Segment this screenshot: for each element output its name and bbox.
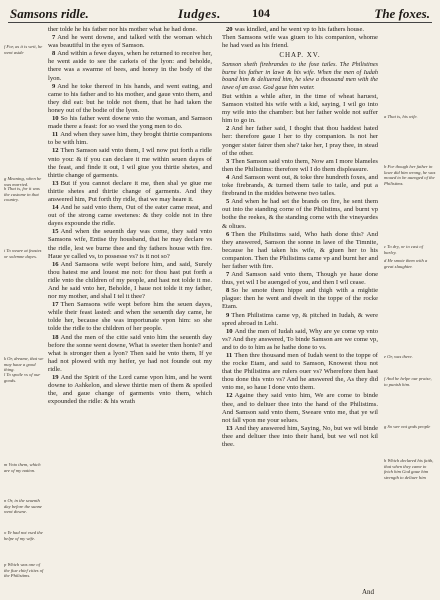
verse [222,174,378,198]
verse-number: 7 [52,34,56,42]
verse [222,198,378,230]
verse-text: Then Philistims came vp, & pitched in Iudah, & were spred abroad in Lehi. [222,311,378,327]
verse [222,231,378,271]
verse-number: 14 [52,204,59,212]
verse-text: But within a while after, in the time of wheat haruest, Samson visited his wife with a kid, saying, I wil go into my wife into the chamber: but her father wolde not suffer him to go in. [222,93,378,125]
verse-number: 12 [52,147,59,155]
verse-number: 8 [226,287,230,295]
verse-number: 10 [52,115,59,123]
verse-text: And Samson said vnto them, Though ye haue done thus, yet wil I be auenged of you, and then I wil cease. [222,271,378,287]
verse-number: 13 [226,424,233,432]
verse-text: And Samsons wife wept before him, and said, Surely thou hatest me and louest me not: for thou hast put forth a ridle vnto the children of my people, and hast not tolde it me. And he said vnto her, Beholde, I haue not tolde it my father, nor my mother, and shal I tel it thee? [48,260,212,301]
verse-number: 13 [52,179,59,187]
verse-text: Againe they said vnto him, We are come to binde thee, and to deliuer thee into the hand of the Philistims. And Samson said vnto them, Sweare vnto me, that ye wil not fall vpon me your selues. [222,392,378,424]
verse [222,287,378,311]
verse [48,180,212,204]
margin-note: m Vnto them, which are of my nation. [4,462,41,473]
header-right-title: The foxes. [374,6,430,21]
verse-number: 15 [52,228,59,236]
header-rule [8,22,432,23]
margin-note: h That is, for it was the custome in that country. [4,186,40,203]
verse-number: 2 [226,125,230,133]
margin-note: g Meaning, when he was married. [4,176,42,187]
verse-text: Then Samsons wife was giuen to his companion, whome he had vsed as his friend. [222,34,378,50]
verse-number: 6 [226,230,230,238]
verse-text: And her father said, I thoght that thou haddest hated her: therefore gaue I her to thy companion. Is not her yonger sister fairer then she? take her, I pray thee, in stead of the other. [222,125,378,157]
verse [222,425,378,449]
margin-note: b For though her father in lawe did him wrong, he was moued to be auenged of the Philistims. [384,164,436,186]
verse-text: And the men of Iudah said, Why are ye come vp vnto vs? And they answered, To binde Samson are we come vp, and to do to him as he hathe done to vs. [222,327,378,351]
verse-text: Then Samsons wife wept before him the seuen dayes, while their feast lasted: and when the seuenth day came, he tolde her, because she was importunate vpon him: so she tolde the ridle to the children of her people. [48,301,212,333]
verse-number: 11 [226,352,233,359]
verse-number: 8 [52,50,56,58]
verse [48,228,212,260]
verse [48,334,212,374]
chapter-argument: Samson sheth firebrandes to the foxe tailes. The Philistines burne his father in lawe & his wife. When the men of Iudah bound him & deliuered him, he slew a thousand men with the iawe of an asse. God gaue him water. [222,61,378,91]
verse [48,34,212,50]
verse-text: But if you cannot declare it me, then shal ye giue me thirtie shetes and thirtie change of garments. And they answered him, Put forth thy ridle, that we may heare it. [48,179,212,203]
margin-note: g So wer not gods people [384,424,431,429]
verse-text: Then Samson said vnto them, I wil now put forth a ridle vnto you: & if you can declare it me within seuen dayes of the feast, and finde it out, I wil giue you thirtie shetes, and thirtie change of garments. [48,147,212,179]
verse [222,352,378,392]
verse-number: 9 [226,311,230,319]
verse-text: was kindled, and he went vp to his fathers house. [234,26,365,33]
verse-text: And within a fewe dayes, when he returned to receive her, he went aside to see the carkeis of the lyon: and beholde, there was a swarme of bees, and honey in the body of the lyon. [48,50,212,82]
verse-text: And he toke thereof in his hands, and went eating, and came to his father and to his mother, and gaue vnto them, and they did eat: but he tolde not them, that he had taken the honey out of the bodie of the lyon. [48,82,212,114]
verse [222,93,378,125]
margin-note: p Which was one of the fiue chief cities of the Philistims. [4,562,44,579]
verse-text: Then Samson said vnto them, Now am I more blameles then the Philistims: therefore wil I do them displeasure. [222,157,378,173]
verse [222,312,378,328]
margin-note: l To spoile vs of our goods. [4,372,41,383]
margin-note: n Or, in the seuenth day before the sunne went downe. [4,498,42,515]
margin-note: k Or, dreame, that we may haue a good thing. [4,356,44,373]
verse-number: 3 [226,157,230,165]
verse-number: 4 [226,173,230,181]
verse [222,392,378,424]
right-margin-notes [384,26,436,594]
running-header [8,4,432,22]
left-text-column [48,26,212,594]
chapter-heading: CHAP. XV. [279,51,321,60]
margin-note: f For, as it is writ, he went aside [4,44,43,55]
verse-number: 18 [52,333,59,341]
verse-text: And when he had set the brands on fire, he sent them out into the standing corne of the Philistims, and burnt vp bothe the reekes, & the standing corne with the vineyardes & oliues. [222,198,378,230]
catchword: And [361,588,374,596]
verse-text: And they answered him, Saying, No, but we wil binde thee and deliuer thee into their hand, but we wil not kil thee. [222,424,378,449]
verse [222,328,378,352]
margin-note: o Ye had not vsed the helpe of my wife. [4,530,43,541]
verse-text: So his father went downe vnto the woman, and Samson made there a feast: for so vsed the yong men to do. [48,115,212,131]
verse-number: 10 [226,327,233,335]
verse-text: And he went downe, and talked with the woman which was beautiful in the eyes of Samson. [48,34,212,50]
verse [222,34,378,50]
verse [48,301,212,333]
right-text-column [222,26,378,594]
verse-text: And he said vnto them, Out of the eater came meat, and out of the strong came swetenes: & they colde not in thre dayes expounde the ridle. [48,204,212,228]
verse-text: And the Spirit of the Lord came vpon him, and he went downe to Ashkelon, and slewe thirtie men of them & spoiled the, and gaue change of garments vnto them, which expounded the ridle: & his wrath [48,374,212,406]
verse-number: 9 [52,82,56,90]
verse [48,374,212,406]
verse [48,261,212,301]
verse [48,131,212,147]
verse-number: 19 [52,374,59,382]
margin-note: f And he helpe our praise, to punish him. [384,376,432,387]
verse [48,115,212,131]
verse-text: And the men of the citie said vnto him the seuenth day before the sonne went downe, What is sweter then honie? and what is stronger then a lyon? Then said he vnto them, If ye had not plowed with my heifer, ye had not founde out my ridle. [48,333,212,373]
verse-text: And when the seuenth day was come, they said vnto Samsons wife, Entise thy housband, that he may declare vs the ridle, lest we burne thee and thy fathers house with fire. Haue ye called vs, to possesse vs? is it not so? [48,228,212,260]
margin-note: i To weare at feastes or solemne dayes. [4,248,42,259]
verse-text: So he smote them hippe and thigh with a mightie plague: then he went and dwelt in the toppe of the rocke Etam. [222,287,378,311]
verse [222,125,378,157]
margin-note: h Which declared his faith, that when they came to fetch him God gaue him strength to deliuer him [384,458,434,480]
verse [48,50,212,82]
verse-number: 12 [226,392,233,400]
verse-text: Then the Philistims said, Who hath done this? And they answered, Samson the sonne in lawe of the Timnite, because he had taken his wife, & giuen her to his companion. Then the Philistims came vp and burnt her and her father with fire. [222,230,378,270]
verse [222,26,378,34]
verse-text: Then thre thousand men of Iudah went to the toppe of the rocke Etam, and said to Samson, Knowest thou not that the Philistims are rulers ouer vs? Wherefore then hast thou done this vnto vs? And he answered the, As they did vnto me, so haue I done vnto them. [222,352,378,392]
header-book-title: Iudges. [178,6,221,21]
left-margin-notes [4,26,44,594]
verse-number: 11 [52,131,59,139]
verse-number: 16 [52,260,59,268]
margin-note: c To dry, or to cast of barley. [384,244,424,255]
verse-text: And when they sawe him, they broght thirtie companions to be with him. [48,131,212,147]
verse-number: 20 [226,26,233,33]
verse [222,271,378,287]
margin-note: a That is, his wife. [384,114,418,119]
margin-note: e Or, was there. [384,354,413,359]
verse [48,83,212,115]
header-page-number: 104 [252,6,270,20]
verse-number: 7 [226,271,230,279]
verse [48,147,212,179]
verse [48,204,212,228]
margin-note: d He smote them with a great slaughter. [384,258,428,269]
verse-text: ther tolde he his father nor his mother what he had done. [48,26,198,33]
verse-number: 5 [226,198,230,206]
verse-text: And Samson went out, & toke thre hundreth foxes, and toke firebrands, & turned them taile to taile, and put a firebrand in the middes betwene two tailes. [222,173,378,198]
verse [48,26,212,34]
header-left-title: Samsons ridle. [10,6,89,21]
verse [222,158,378,174]
verse-number: 17 [52,301,59,309]
